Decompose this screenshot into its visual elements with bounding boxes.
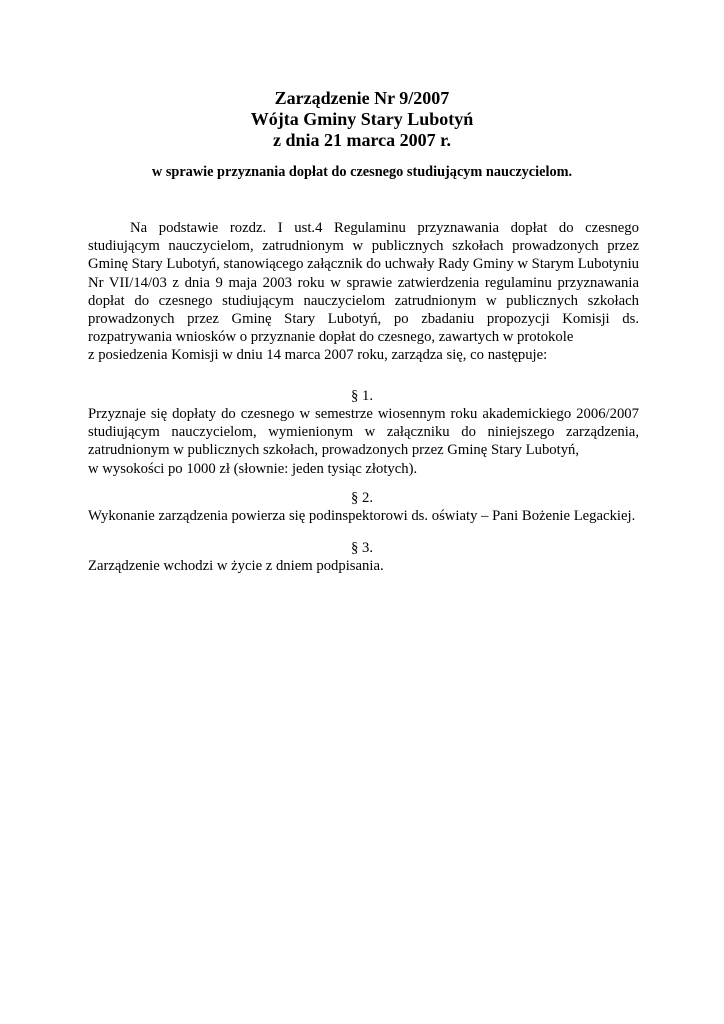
preamble-line: rozpatrywania wniosków o przyznanie dopłat do czesnego, zawartych w protokole: [88, 329, 574, 346]
section-2-text: [88, 507, 639, 525]
preamble-line: Na podstawie rozdz. I ust.4 Regulaminu przyznawania dopłat do czesnego: [130, 220, 639, 236]
section-1-mark: § 1.: [350, 388, 374, 404]
document-title: [0, 88, 724, 151]
section-1-line: w wysokości po 1000 zł (słownie: jeden tysiąc złotych).: [88, 460, 418, 477]
title-line-ordinance-number: Zarządzenie Nr 9/2007: [274, 88, 450, 108]
section-3-line: Zarządzenie wchodzi w życie z dniem podpisania.: [88, 558, 384, 574]
preamble-line: Nr VII/14/03 z dnia 9 maja 2003 roku w sprawie zatwierdzenia regulaminu przyznawania: [88, 274, 639, 291]
section-1-line: studiującym nauczycielom, wymienionym w załączniku do niniejszego zarządzenia,: [88, 424, 639, 441]
document-subject: w sprawie przyznania dopłat do czesnego studiującym nauczycielom.: [151, 164, 573, 180]
preamble-line: Gminę Stary Lubotyń, stanowiącego załącznik do uchwały Rady Gminy w Starym Lubotyniu: [88, 256, 639, 273]
preamble-line: studiującym nauczycielom, zatrudnionym w publicznych szkołach prowadzonych przez: [88, 238, 639, 255]
section-2-line: Wykonanie zarządzenia powierza się podinspektorowi ds. oświaty – Pani Bożenie Legackiej.: [88, 508, 636, 524]
preamble-paragraph: [88, 219, 639, 365]
section-1-line: zatrudnionym w publicznych szkołach, prowadzonych przez Gminę Stary Lubotyń,: [88, 442, 580, 459]
section-1-line: Przyznaje się dopłaty do czesnego w semestrze wiosennym roku akademickiego 2006/2007: [88, 406, 639, 422]
section-2-mark: § 2.: [350, 490, 374, 506]
title-line-issuer: Wójta Gminy Stary Lubotyń: [250, 109, 474, 129]
preamble-line: z posiedzenia Komisji w dniu 14 marca 2007 roku, zarządza się, co następuje:: [88, 347, 548, 364]
preamble-line: prowadzonych przez Gminę Stary Lubotyń, po zbadaniu propozycji Komisji ds.: [88, 311, 639, 328]
preamble-line: dopłat do czesnego studiującym nauczycielom zatrudnionym w publicznych szkołach: [88, 292, 639, 309]
section-3-text: [88, 557, 639, 575]
title-line-date: z dnia 21 marca 2007 r.: [273, 130, 451, 150]
section-3-mark: § 3.: [350, 540, 374, 556]
section-1-text: [88, 405, 639, 478]
